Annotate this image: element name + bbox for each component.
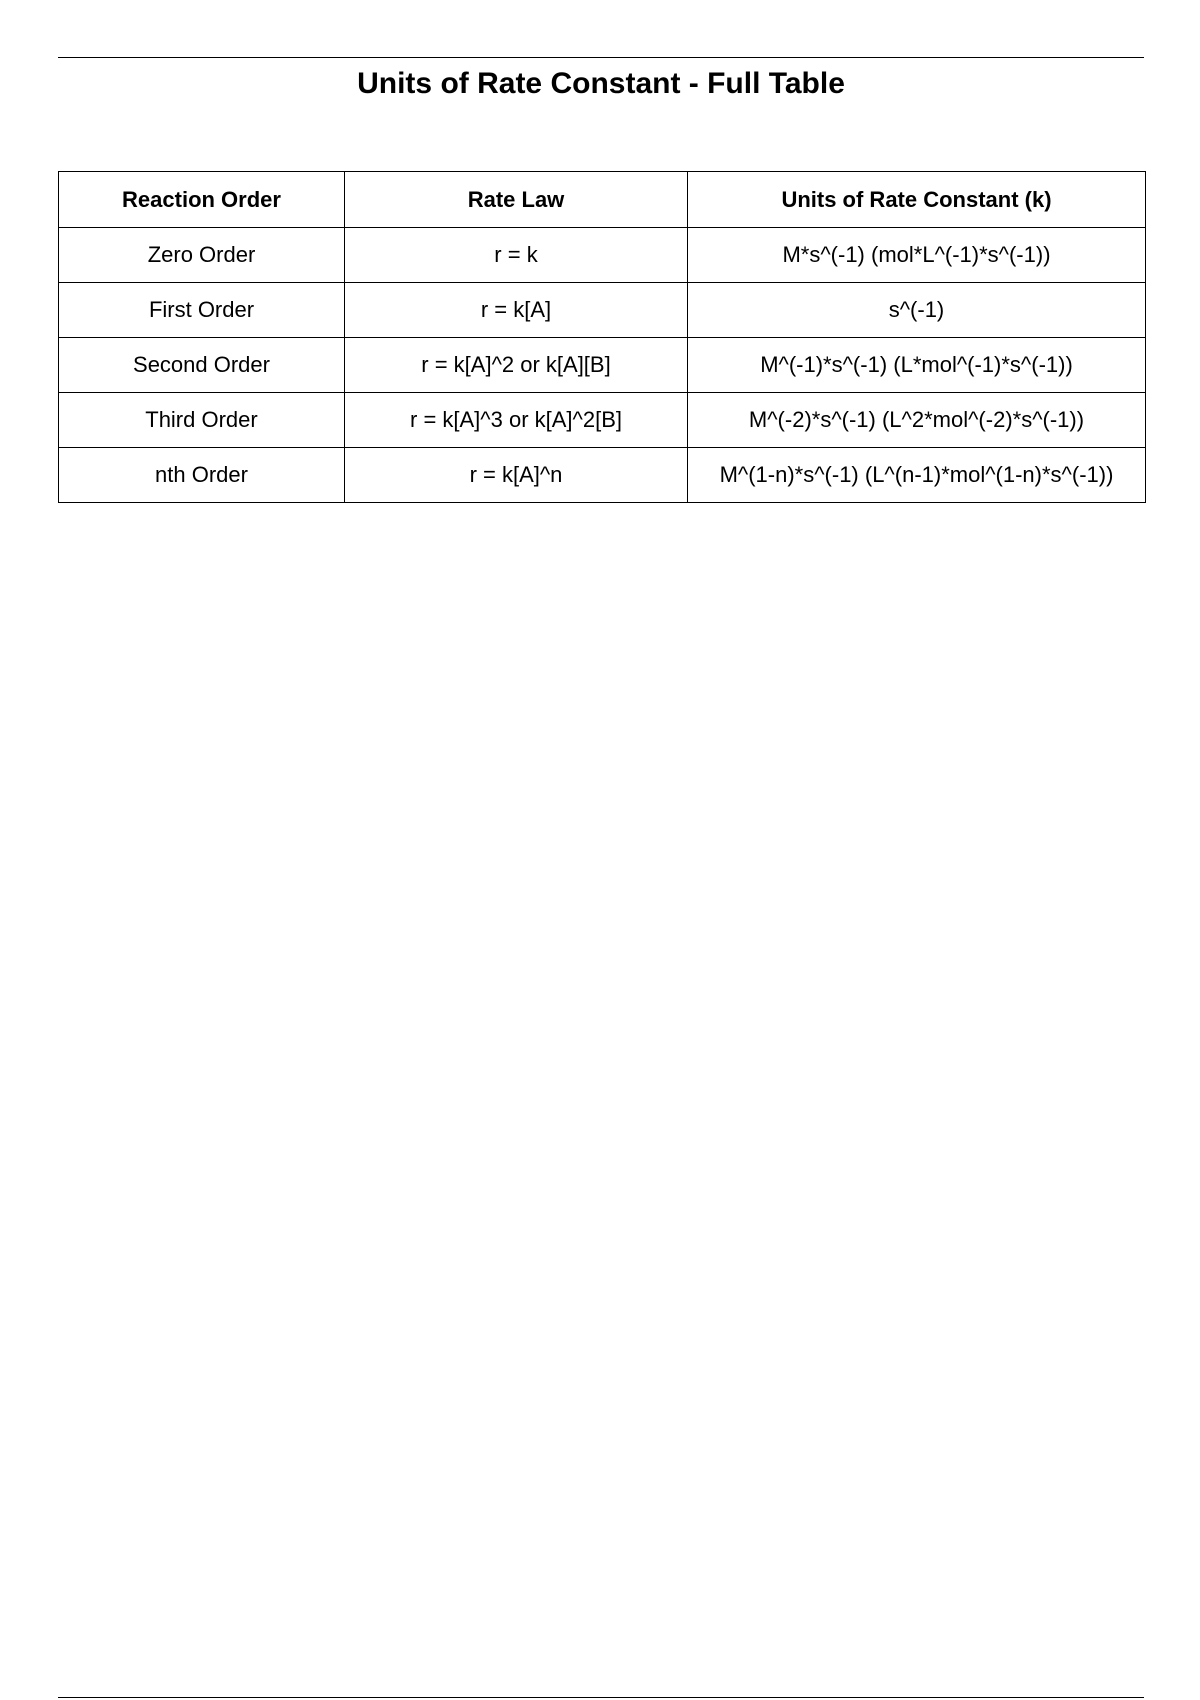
- cell-rate-law: r = k: [345, 228, 688, 283]
- rate-constant-units-table: [58, 171, 1146, 503]
- cell-reaction-order: Third Order: [59, 393, 345, 448]
- cell-reaction-order: nth Order: [59, 448, 345, 503]
- table-row: [59, 228, 1146, 283]
- page-title: Units of Rate Constant - Full Table: [357, 67, 845, 100]
- cell-reaction-order: First Order: [59, 283, 345, 338]
- cell-rate-law: r = k[A]^2 or k[A][B]: [345, 338, 688, 393]
- table-row: [59, 448, 1146, 503]
- cell-units: M^(1-n)*s^(-1) (L^(n-1)*mol^(1-n)*s^(-1)): [688, 448, 1146, 503]
- cell-units: s^(-1): [688, 283, 1146, 338]
- table-header-row: [59, 172, 1146, 228]
- cell-rate-law: r = k[A]^n: [345, 448, 688, 503]
- cell-rate-law: r = k[A]^3 or k[A]^2[B]: [345, 393, 688, 448]
- header-units: Units of Rate Constant (k): [688, 172, 1146, 228]
- cell-units: M^(-2)*s^(-1) (L^2*mol^(-2)*s^(-1)): [688, 393, 1146, 448]
- cell-reaction-order: Second Order: [59, 338, 345, 393]
- table-row: [59, 393, 1146, 448]
- table-row: [59, 338, 1146, 393]
- cell-units: M^(-1)*s^(-1) (L*mol^(-1)*s^(-1)): [688, 338, 1146, 393]
- header-rate-law: Rate Law: [345, 172, 688, 228]
- cell-units: M*s^(-1) (mol*L^(-1)*s^(-1)): [688, 228, 1146, 283]
- header-reaction-order: Reaction Order: [59, 172, 345, 228]
- bottom-rule: [58, 1697, 1144, 1698]
- cell-rate-law: r = k[A]: [345, 283, 688, 338]
- cell-reaction-order: Zero Order: [59, 228, 345, 283]
- table-row: [59, 283, 1146, 338]
- top-rule: [58, 57, 1144, 58]
